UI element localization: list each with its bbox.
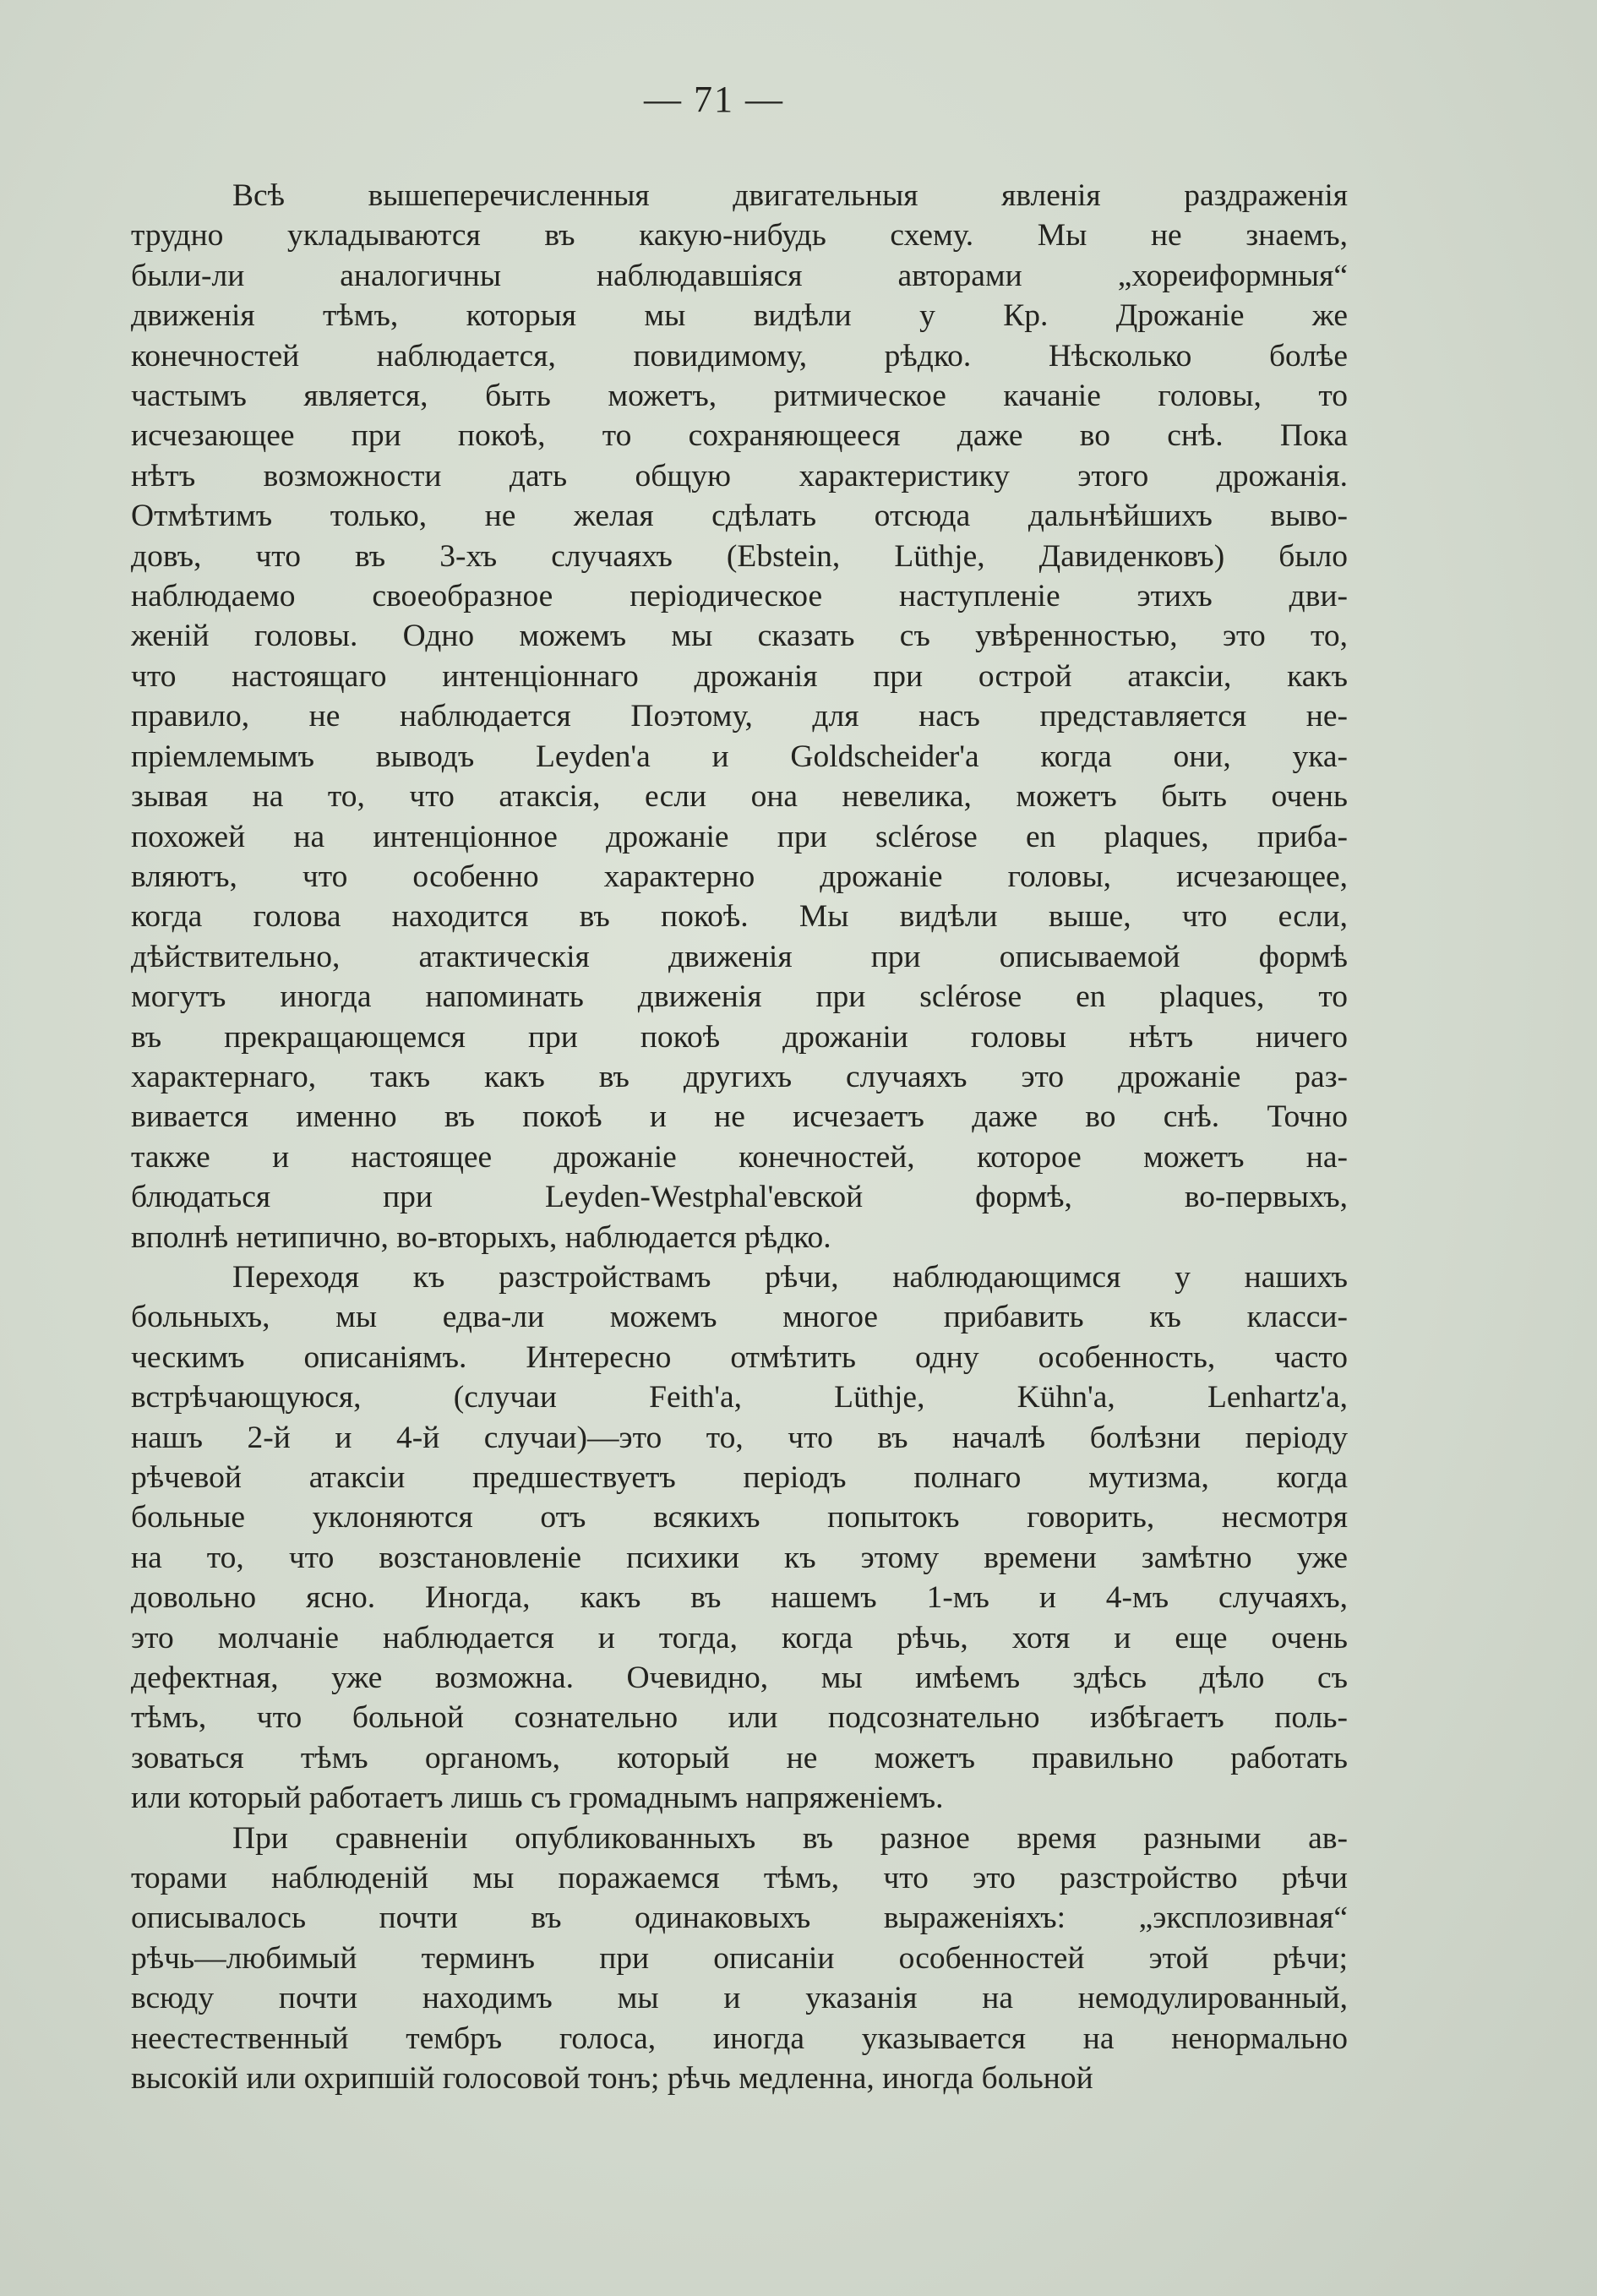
text-line: на то, что возстановленіе психики къ этому времени замѣтно уже bbox=[131, 1540, 1348, 1575]
text-line: неестественный тембръ голоса, иногда указывается на ненормально bbox=[131, 2021, 1348, 2056]
text-line: дѣйствительно, атактическія движенія при описываемой формѣ bbox=[131, 939, 1348, 974]
text-line: блюдаться при Leyden-Westphal'евской формѣ, во-первыхъ, bbox=[131, 1180, 1348, 1215]
text-line: правило, не наблюдается Поэтому, для насъ представляется не- bbox=[131, 699, 1348, 734]
text-line: При сравненіи опубликованныхъ въ разное время разными ав- bbox=[232, 1820, 1348, 1856]
text-line: довъ, что въ 3-хъ случаяхъ (Ebstein, Lüthje, Давиденковъ) было bbox=[131, 538, 1348, 574]
body-text bbox=[131, 176, 1348, 2099]
text-line: описывалось почти въ одинаковыхъ выраженіяхъ: „эксплозивная“ bbox=[131, 1901, 1348, 1936]
paragraph bbox=[131, 1819, 1348, 2099]
text-line: это молчаніе наблюдается и тогда, когда рѣчь, хотя и еще очень bbox=[131, 1620, 1348, 1655]
text-line: торами наблюденій мы поражаемся тѣмъ, что это разстройство рѣчи bbox=[131, 1861, 1348, 1896]
text-line: довольно ясно. Иногда, какъ въ нашемъ 1-мъ и 4-мъ случаяхъ, bbox=[131, 1580, 1348, 1616]
text-line: ческимъ описаніямъ. Интересно отмѣтить одну особенность, часто bbox=[131, 1339, 1348, 1375]
page-number: — 71 — bbox=[644, 79, 784, 120]
text-line: вполнѣ нетипично, во-вторыхъ, наблюдается рѣдко. bbox=[131, 1219, 831, 1255]
text-line: когда голова находится въ покоѣ. Мы видѣли выше, что если, bbox=[131, 899, 1348, 935]
text-line: вляютъ, что особенно характерно дрожаніе головы, исчезающее, bbox=[131, 859, 1348, 894]
text-line: вивается именно въ покоѣ и не исчезаетъ даже во снѣ. Точно bbox=[131, 1099, 1348, 1135]
text-line: трудно укладываются въ какую-нибудь схему. Мы не знаемъ, bbox=[131, 218, 1348, 254]
paragraph bbox=[131, 1257, 1348, 1819]
text-line: Всѣ вышеперечисленныя двигательныя явленія раздраженія bbox=[232, 178, 1348, 213]
text-line: встрѣчающуюся, (случаи Feith'а, Lüthje, Kühn'а, Lenhartz'а, bbox=[131, 1380, 1348, 1415]
text-line: характернаго, такъ какъ въ другихъ случаяхъ это дрожаніе раз- bbox=[131, 1059, 1348, 1094]
paragraph bbox=[131, 176, 1348, 1257]
text-line: высокій или охрипшій голосовой тонъ; рѣчь медленна, иногда больной bbox=[131, 2061, 1093, 2097]
text-line: зоваться тѣмъ органомъ, который не можетъ правильно работать bbox=[131, 1740, 1348, 1775]
text-line: всюду почти находимъ мы и указанія на немодулированный, bbox=[131, 1981, 1348, 2016]
text-line: движенія тѣмъ, которыя мы видѣли у Кр. Дрожаніе же bbox=[131, 298, 1348, 334]
text-line: могутъ иногда напоминать движенія при sclérose en plaques, то bbox=[131, 979, 1348, 1015]
text-line: пріемлемымъ выводъ Leyden'а и Goldscheider'а когда они, ука- bbox=[131, 739, 1348, 774]
text-line: рѣчь—любимый терминъ при описаніи особенностей этой рѣчи; bbox=[131, 1940, 1348, 1976]
text-line: частымъ является, быть можетъ, ритмическое качаніе головы, то bbox=[131, 379, 1348, 414]
text-line: въ прекращающемся при покоѣ дрожаніи головы нѣтъ ничего bbox=[131, 1019, 1348, 1055]
text-line: зывая на то, что атаксія, если она невелика, можетъ быть очень bbox=[131, 779, 1348, 815]
text-line: нашъ 2-й и 4-й случаи)—это то, что въ началѣ болѣзни періоду bbox=[131, 1420, 1348, 1455]
text-line: или который работаетъ лишь съ громаднымъ напряженіемъ. bbox=[131, 1781, 944, 1816]
text-line: исчезающее при покоѣ, то сохраняющееся даже во снѣ. Пока bbox=[131, 418, 1348, 454]
text-line: больные уклоняются отъ всякихъ попытокъ говорить, несмотря bbox=[131, 1500, 1348, 1535]
text-line: наблюдаемо своеобразное періодическое наступленіе этихъ дви- bbox=[131, 579, 1348, 614]
text-line: конечностей наблюдается, повидимому, рѣдко. Нѣсколько болѣе bbox=[131, 338, 1348, 374]
text-line: Переходя къ разстройствамъ рѣчи, наблюдающимся у нашихъ bbox=[232, 1259, 1348, 1295]
text-line: больныхъ, мы едва-ли можемъ многое прибавить къ класси- bbox=[131, 1300, 1348, 1335]
text-line: дефектная, уже возможна. Очевидно, мы имѣемъ здѣсь дѣло съ bbox=[131, 1661, 1348, 1696]
text-line: нѣтъ возможности дать общую характеристику этого дрожанія. bbox=[131, 458, 1348, 494]
text-line: женій головы. Одно можемъ мы сказать съ увѣренностью, это то, bbox=[131, 619, 1348, 654]
text-line: тѣмъ, что больной сознательно или подсознательно избѣгаетъ поль- bbox=[131, 1700, 1348, 1736]
text-line: похожей на интенціонное дрожаніе при sclérose en plaques, приба- bbox=[131, 819, 1348, 854]
text-line: рѣчевой атаксіи предшествуетъ періодъ полнаго мутизма, когда bbox=[131, 1460, 1348, 1495]
text-line: Отмѣтимъ только, не желая сдѣлать отсюда дальнѣйшихъ выво- bbox=[131, 499, 1348, 534]
text-line: также и настоящее дрожаніе конечностей, которое можетъ на- bbox=[131, 1139, 1348, 1175]
text-line: были-ли аналогичны наблюдавшіяся авторами „хореиформныя“ bbox=[131, 258, 1348, 293]
text-line: что настоящаго интенціоннаго дрожанія при острой атаксіи, какъ bbox=[131, 658, 1348, 694]
